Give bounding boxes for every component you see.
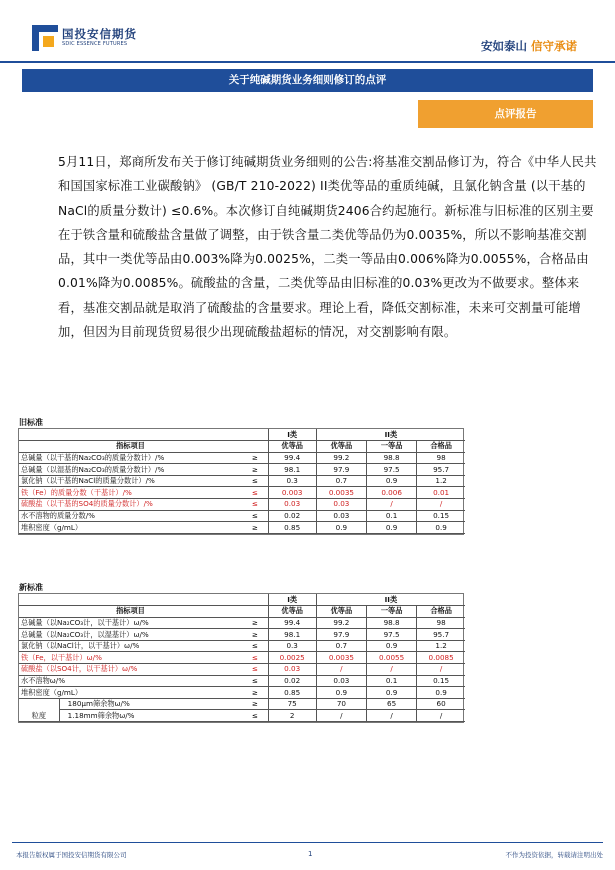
- header-grade: 一等品: [367, 606, 417, 618]
- grade-value: 65: [367, 698, 417, 710]
- comparison-sign: ≥: [242, 698, 268, 710]
- indicator-name: 1.18mm筛余物ω/%: [59, 710, 242, 722]
- comparison-sign: ≤: [242, 675, 268, 687]
- grade-value: 0.1: [367, 510, 417, 522]
- table-title: 旧标准: [18, 418, 464, 428]
- grade-value: 0.02: [268, 510, 316, 522]
- table-row: [19, 464, 465, 476]
- slogan-part1: 安如泰山: [481, 39, 527, 53]
- header-grade: 优等品: [316, 441, 366, 453]
- indicator-name: 硫酸盐（以干基的SO4的质量分数计）/%: [19, 499, 242, 511]
- grade-value: 98.1: [268, 464, 316, 476]
- comparison-sign: ≤: [242, 710, 268, 722]
- page-header: [0, 0, 615, 62]
- body-paragraph: 5月11日，郑商所发布关于修订纯碱期货业务细则的公告:将基准交割品修订为，符合《中华人民共和国国家标准工业碳酸钠》 (GB/T 210-2022) II类优等品的重质纯碱，且氯化钠含量 (以干基的NaCl的质量分数计) ≤0.6%。本次修订自纯碱期货2406合约起施行。新标准与旧标准的区别主要在于铁含量和硫酸盐含量做了调整，由于铁含量二类优等品仍为0.0035%，所以不影响基准交割品，其中一类优等品由0.003%降为0.0025%，二类一等品由0.006%降为0.0055%，合格品由0.01%降为0.0085%。硫酸盐的含量，二类优等品由旧标准的0.03%更改为不做要求。整体来看，基准交割品就是取消了硫酸盐的含量要求。理论上看，降低交割标准，未来可交割量可能增加，但因为目前现货贸易很少出现硫酸盐超标的情况，对交割影响有限。: [58, 155, 597, 340]
- grade-value: /: [417, 664, 465, 676]
- comparison-sign: ≤: [242, 664, 268, 676]
- table-row: [19, 487, 465, 499]
- indicator-name: 180μm筛余物ω/%: [59, 698, 242, 710]
- footer-disclaimer: 不作为投资依据，转载请注明出处: [505, 851, 603, 859]
- table-row: [19, 499, 465, 511]
- report-type-tag: 点评报告: [418, 100, 593, 128]
- grade-value: 97.5: [367, 629, 417, 641]
- grade-value: 1.2: [417, 640, 465, 652]
- table-row: [19, 687, 465, 699]
- comparison-sign: ≤: [242, 475, 268, 487]
- indicator-name: 堆积密度（g/mL）: [19, 522, 242, 534]
- comparison-sign: ≤: [242, 487, 268, 499]
- slogan-part2: 信守承诺: [531, 39, 577, 53]
- comparison-sign: ≥: [242, 522, 268, 534]
- indicator-name: 氯化钠（以干基的NaCl的质量分数计）/%: [19, 475, 242, 487]
- grade-value: 0.03: [316, 675, 366, 687]
- company-logo-icon: [32, 25, 58, 51]
- indicator-name: 水不溶物ω/%: [19, 675, 242, 687]
- grade-value: 0.003: [268, 487, 316, 499]
- header-grade: 合格品: [417, 441, 465, 453]
- comparison-sign: ≥: [242, 452, 268, 464]
- grade-value: 97.9: [316, 629, 366, 641]
- table-row: [19, 629, 465, 641]
- grade-value: 98.8: [367, 452, 417, 464]
- old-standard-table: [18, 418, 464, 535]
- grade-value: /: [367, 710, 417, 722]
- grade-value: 0.03: [316, 499, 366, 511]
- table-row: [19, 452, 465, 464]
- comparison-sign: ≤: [242, 640, 268, 652]
- indicator-name: 总碱量（以Na₂CO₃计，以干基计）ω/%: [19, 617, 242, 629]
- footer-copyright: 本报告版权属于国投安信期货有限公司: [16, 851, 127, 859]
- indicator-name: 水不溶物的质量分数/%: [19, 510, 242, 522]
- grade-value: 1.2: [417, 475, 465, 487]
- table-row: [19, 652, 465, 664]
- grade-value: 0.3: [268, 475, 316, 487]
- brand-name: 国投安信期货: [62, 27, 137, 41]
- indicator-name: 堆积密度（g/mL）: [19, 687, 242, 699]
- grade-value: 0.9: [367, 522, 417, 534]
- grade-value: 97.9: [316, 464, 366, 476]
- grade-value: 2: [268, 710, 316, 722]
- table-row: [19, 640, 465, 652]
- grade-value: 0.3: [268, 640, 316, 652]
- grade-value: 0.9: [367, 687, 417, 699]
- grade-value: 0.03: [268, 664, 316, 676]
- grade-value: 60: [417, 698, 465, 710]
- header-class2: II类: [316, 429, 465, 441]
- indicator-name: 总碱量（以湿基的Na₂CO₃的质量分数计）/%: [19, 464, 242, 476]
- grade-value: 0.9: [316, 687, 366, 699]
- grade-value: 0.0035: [316, 652, 366, 664]
- grade-value: 0.03: [268, 499, 316, 511]
- comparison-sign: ≤: [242, 652, 268, 664]
- grade-value: 98.8: [367, 617, 417, 629]
- header-divider: [0, 61, 615, 63]
- table-row: [19, 617, 465, 629]
- table-row: [19, 522, 465, 534]
- grade-value: /: [367, 499, 417, 511]
- indicator-name: 总碱量（以干基的Na₂CO₃的质量分数计）/%: [19, 452, 242, 464]
- grade-value: 99.4: [268, 452, 316, 464]
- grade-value: 0.15: [417, 675, 465, 687]
- report-body: [58, 150, 598, 344]
- header-grade: 优等品: [268, 606, 316, 618]
- header-grade: 合格品: [417, 606, 465, 618]
- grade-value: 0.7: [316, 640, 366, 652]
- grade-value: /: [316, 664, 366, 676]
- indicator-name: 总碱量（以Na₂CO₃计，以湿基计）ω/%: [19, 629, 242, 641]
- grade-value: 98: [417, 452, 465, 464]
- header-indicator: 指标项目: [19, 606, 242, 618]
- grade-value: 98.1: [268, 629, 316, 641]
- table-row: [19, 664, 465, 676]
- grade-value: 0.03: [316, 510, 366, 522]
- footer-divider: [12, 842, 603, 843]
- grade-value: 0.9: [417, 522, 465, 534]
- grade-value: /: [316, 710, 366, 722]
- grade-value: 98: [417, 617, 465, 629]
- grade-value: 0.006: [367, 487, 417, 499]
- grade-value: 0.85: [268, 687, 316, 699]
- grade-value: 0.0025: [268, 652, 316, 664]
- grade-value: 0.1: [367, 675, 417, 687]
- table-row: [19, 710, 465, 722]
- comparison-sign: ≥: [242, 687, 268, 699]
- grade-value: 70: [316, 698, 366, 710]
- indicator-name: 氯化钠（以NaCl计，以干基计）ω/%: [19, 640, 242, 652]
- grade-value: 0.15: [417, 510, 465, 522]
- comparison-sign: ≥: [242, 464, 268, 476]
- table-row: [19, 675, 465, 687]
- header-class1: I类: [268, 594, 316, 606]
- grade-value: 75: [268, 698, 316, 710]
- grade-value: /: [417, 499, 465, 511]
- comparison-sign: ≥: [242, 617, 268, 629]
- header-grade: 优等品: [316, 606, 366, 618]
- indicator-name: 硫酸盐（以SO4计，以干基计）ω/%: [19, 664, 242, 676]
- header-indicator: 指标项目: [19, 441, 242, 453]
- table-row: [19, 475, 465, 487]
- grade-value: 95.7: [417, 629, 465, 641]
- grade-value: 0.02: [268, 675, 316, 687]
- grade-value: 0.9: [316, 522, 366, 534]
- grade-value: 0.0085: [417, 652, 465, 664]
- grade-value: 0.7: [316, 475, 366, 487]
- grade-value: 99.2: [316, 617, 366, 629]
- grade-value: 97.5: [367, 464, 417, 476]
- table-row: [19, 698, 465, 710]
- report-title: 关于纯碱期货业务细则修订的点评: [22, 69, 593, 92]
- grade-value: 0.0055: [367, 652, 417, 664]
- header-grade: 优等品: [268, 441, 316, 453]
- indicator-name: 铁（Fe）的质量分数（干基计）/%: [19, 487, 242, 499]
- grade-value: 0.85: [268, 522, 316, 534]
- table-row: [19, 510, 465, 522]
- grade-value: 0.01: [417, 487, 465, 499]
- header-grade: 一等品: [367, 441, 417, 453]
- header-class2: II类: [316, 594, 465, 606]
- page-number: 1: [308, 850, 313, 858]
- grade-value: 0.0035: [316, 487, 366, 499]
- granularity-label: 粒度: [19, 698, 59, 721]
- grade-value: 0.9: [367, 640, 417, 652]
- table-title: 新标准: [18, 583, 464, 593]
- grade-value: /: [367, 664, 417, 676]
- brand-name-en: SDIC ESSENCE FUTURES: [62, 41, 128, 47]
- grade-value: 95.7: [417, 464, 465, 476]
- grade-value: /: [417, 710, 465, 722]
- slogan: [481, 38, 577, 54]
- grade-value: 0.9: [367, 475, 417, 487]
- comparison-sign: ≥: [242, 629, 268, 641]
- grade-value: 0.9: [417, 687, 465, 699]
- comparison-sign: ≤: [242, 499, 268, 511]
- new-standard-table: [18, 583, 464, 723]
- grade-value: 99.4: [268, 617, 316, 629]
- indicator-name: 铁（Fe，以干基计）ω/%: [19, 652, 242, 664]
- header-class1: I类: [268, 429, 316, 441]
- comparison-sign: ≤: [242, 510, 268, 522]
- grade-value: 99.2: [316, 452, 366, 464]
